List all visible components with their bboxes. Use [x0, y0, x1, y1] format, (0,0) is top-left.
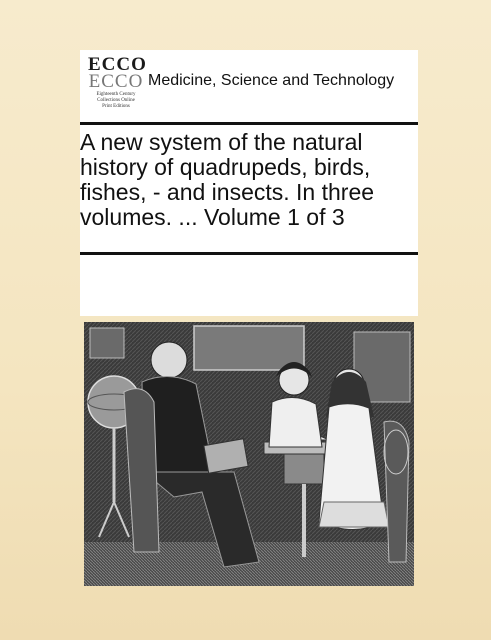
engraving-illustration [84, 322, 414, 586]
logo-caption-line: Print Editions [102, 104, 130, 109]
logo-mark [88, 54, 147, 92]
logo-caption-line: Collections Online [97, 98, 135, 103]
logo-text-bottom: ECCO [88, 71, 144, 92]
ecco-logo [88, 54, 147, 116]
title-panel [80, 50, 418, 316]
series-label: Medicine, Science and Technology [148, 72, 395, 89]
bottom-rule [80, 252, 418, 255]
logo-caption [88, 92, 144, 110]
logo-caption-line: Eighteenth Century [96, 92, 136, 97]
logo-text-top: ECCO [88, 54, 147, 75]
top-rule [80, 122, 418, 125]
engraving-svg [84, 322, 414, 586]
book-title: A new system of the natural history of quadrupeds, birds, fishes, - and insects. In three volumes. ... Volume 1 of 3 [80, 129, 375, 230]
series-header [80, 50, 418, 120]
